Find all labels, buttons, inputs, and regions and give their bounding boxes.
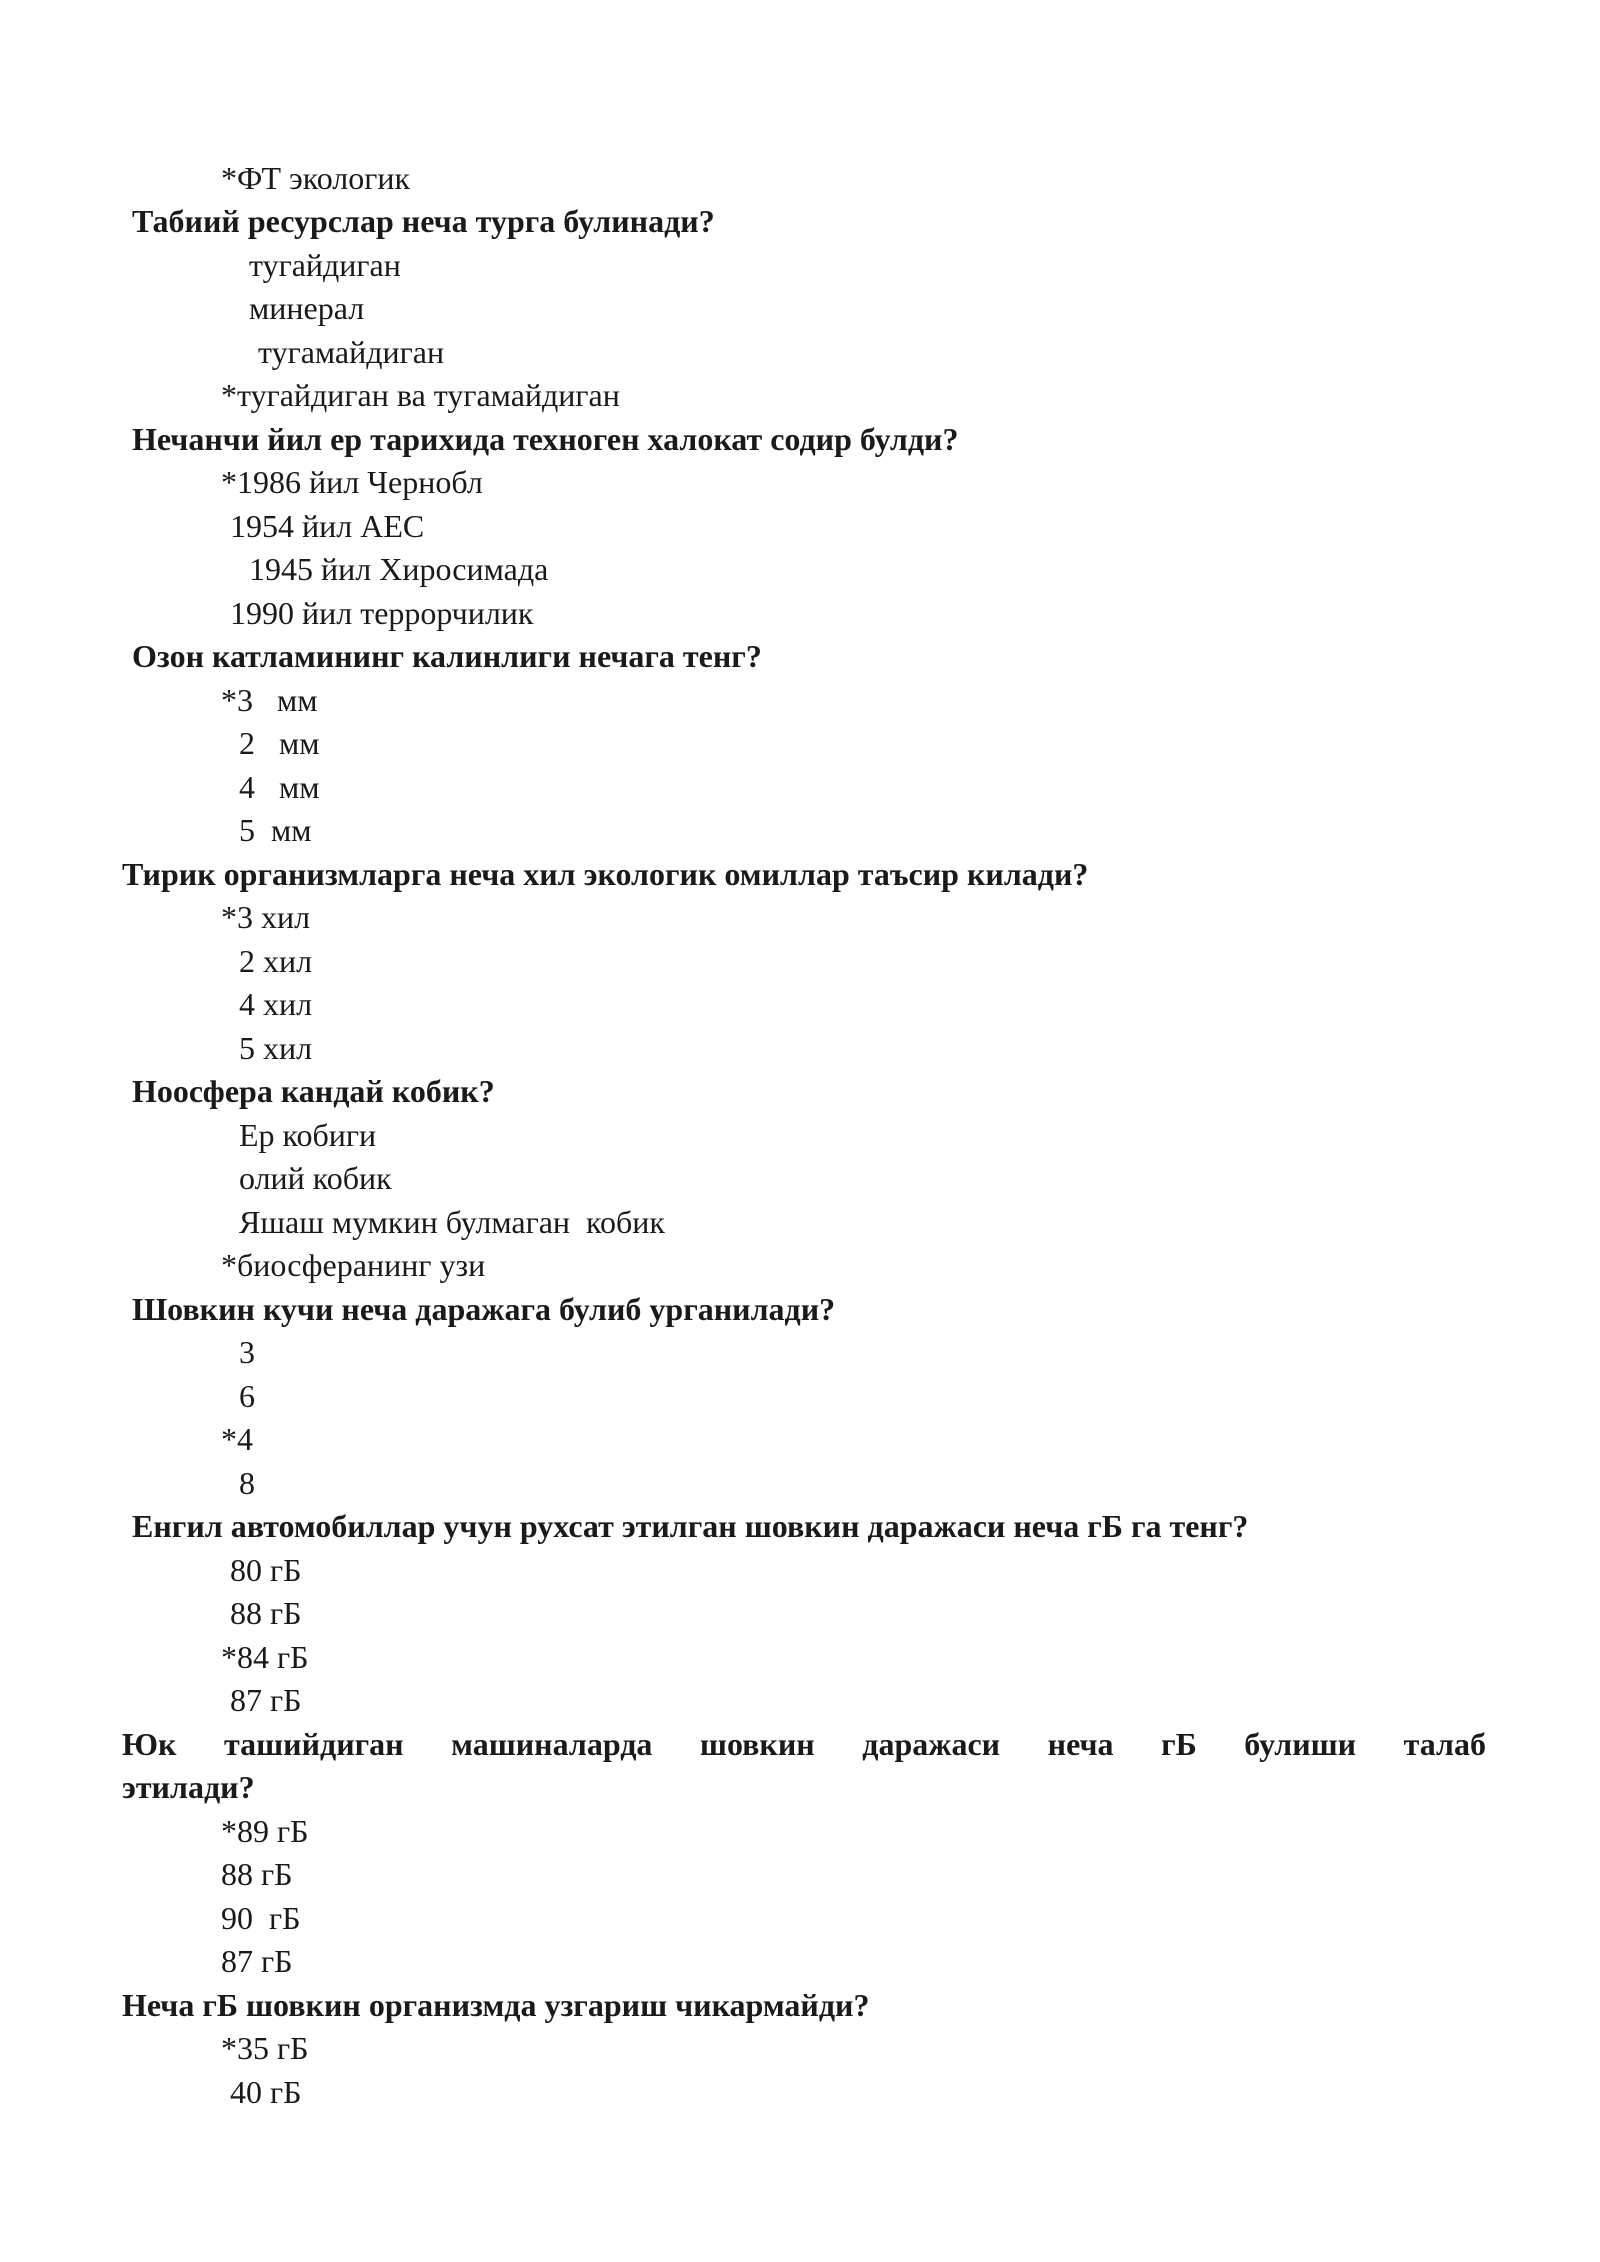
answer-option: 88 гБ [230,1595,302,1631]
answer-option: Яшаш мумкин булмаган кобик [239,1204,665,1240]
answer-option: *3 мм [221,682,318,718]
answer-option: *ФТ экологик [221,160,411,196]
answer-option: *3 хил [221,899,311,935]
answer-option: 1945 йил Хиросимада [249,551,549,587]
answer-option: *тугайдиган ва тугамайдиган [221,377,620,413]
answer-option: 87 гБ [230,1682,302,1718]
answer-option: 2 мм [239,725,320,761]
answer-option: 40 гБ [230,2074,302,2110]
answer-option: *1986 йил Чернобл [221,464,483,500]
answer-option: 5 хил [239,1030,313,1066]
answer-option: 80 гБ [230,1552,302,1588]
answer-option: олий кобик [239,1160,392,1196]
question-text: Неча гБ шовкин организмда узгариш чикармайди? [122,1987,870,2023]
answer-option: 87 гБ [221,1943,293,1979]
answer-option: 4 мм [239,769,320,805]
answer-option: *35 гБ [221,2030,309,2066]
answer-option: 1990 йил террорчилик [230,595,534,631]
question-text: Енгил автомобиллар учун рухсат этилган шовкин даражаси неча гБ га тенг? [132,1508,1249,1544]
answer-option: минерал [249,290,365,326]
question-text: Юк ташийдиган машиналарда шовкин даражаси неча гБ булиши талаб [122,1726,1486,1762]
answer-option: 2 хил [239,943,313,979]
answer-option: 8 [239,1465,255,1501]
answer-option: 3 [239,1334,255,1370]
answer-option: *4 [221,1421,253,1457]
answer-option: 5 мм [239,812,312,848]
answer-option: тугайдиган [249,247,401,283]
answer-option: *биосферанинг узи [221,1247,486,1283]
question-text: Тирик организмларга неча хил экологик омиллар таъсир килади? [122,856,1089,892]
question-text: Шовкин кучи неча даражага булиб урганилади? [132,1291,836,1327]
answer-option: 1954 йил АЕС [230,508,425,544]
answer-option: *84 гБ [221,1639,309,1675]
answer-option: *89 гБ [221,1813,309,1849]
question-text: этилади? [122,1769,255,1805]
answer-option: Ер кобиги [239,1117,377,1153]
answer-option: тугамайдиган [258,334,445,370]
question-text: Нечанчи йил ер тарихида техноген халокат содир булди? [132,421,959,457]
question-text: Табиий ресурслар неча турга булинади? [132,203,715,239]
question-text: Озон катламининг калинлиги нечага тенг? [132,638,762,674]
answer-option: 6 [239,1378,255,1414]
answer-option: 4 хил [239,986,313,1022]
answer-option: 88 гБ [221,1856,293,1892]
answer-option: 90 гБ [221,1900,301,1936]
question-text: Ноосфера кандай кобик? [132,1073,495,1109]
